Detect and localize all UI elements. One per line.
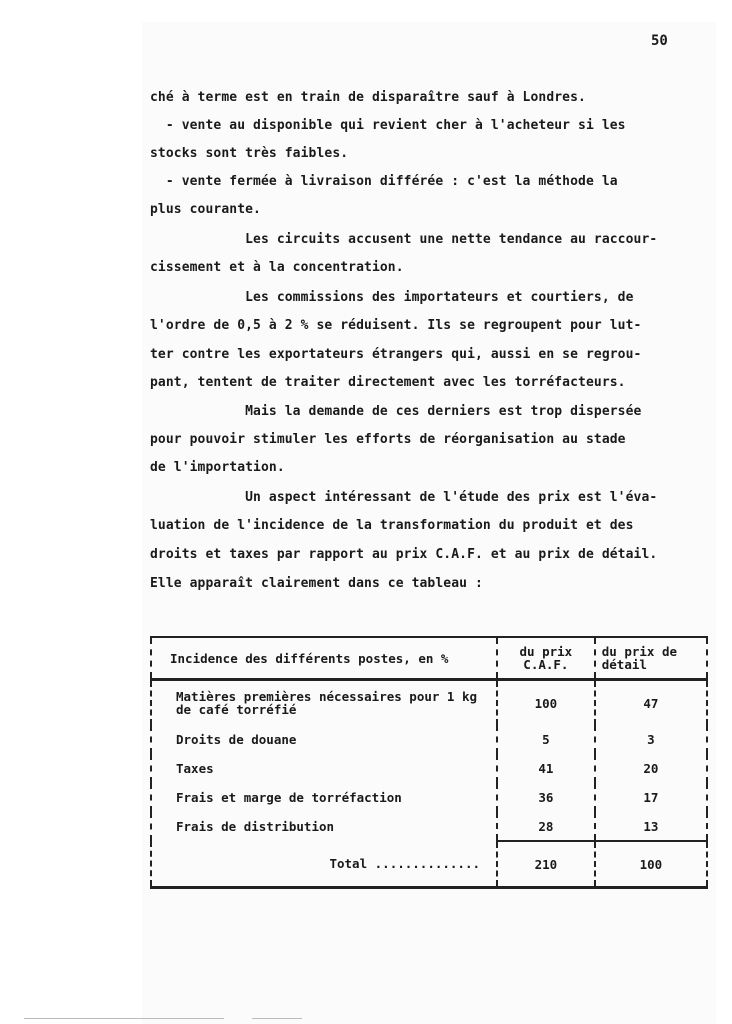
row-caf: 28 [497, 812, 595, 841]
text-line: l'ordre de 0,5 à 2 % se réduisent. Ils se regroupent pour lut- [150, 318, 642, 333]
row-detail: 20 [595, 754, 707, 783]
page-number: 50 [651, 33, 668, 49]
row-caf: 36 [497, 783, 595, 812]
text-line: cissement et à la concentration. [150, 260, 404, 275]
incidence-table [150, 636, 708, 889]
header-caf: du prix C.A.F. [497, 637, 595, 680]
table-row [151, 812, 707, 841]
text-line: stocks sont très faibles. [150, 146, 349, 161]
row-label: Matières premières nécessaires pour 1 kg de café torréfié [151, 680, 497, 726]
table-row [151, 680, 707, 726]
text-line: Mais la demande de ces derniers est trop dispersée [150, 404, 642, 419]
text-line: de l'importation. [150, 460, 285, 475]
scan-artifact-line [252, 1018, 302, 1019]
total-label: Total .............. [151, 841, 497, 888]
text-line: Un aspect intéressant de l'étude des prix est l'éva- [150, 490, 658, 505]
text-line: ter contre les exportateurs étrangers qui, aussi en se regrou- [150, 347, 642, 362]
row-detail: 17 [595, 783, 707, 812]
text-line: Les circuits accusent une nette tendance au raccour- [150, 232, 658, 247]
text-line: Elle apparaît clairement dans ce tableau : [150, 576, 483, 591]
total-detail: 100 [595, 841, 707, 888]
row-detail: 3 [595, 725, 707, 754]
text-line: - vente fermée à livraison différée : c'est la méthode la [150, 174, 618, 189]
table-header-row [151, 637, 707, 680]
table-row [151, 783, 707, 812]
scan-artifact-line [24, 1018, 224, 1019]
row-caf: 41 [497, 754, 595, 783]
row-label: Frais de distribution [151, 812, 497, 841]
header-detail: du prix de détail [595, 637, 707, 680]
table-row [151, 725, 707, 754]
text-line: ché à terme est en train de disparaître sauf à Londres. [150, 90, 586, 105]
text-line: pant, tentent de traiter directement avec les torréfacteurs. [150, 375, 626, 390]
header-incidence: Incidence des différents postes, en % [151, 637, 497, 680]
row-caf: 5 [497, 725, 595, 754]
table-total-row [151, 841, 707, 888]
row-label: Frais et marge de torréfaction [151, 783, 497, 812]
text-line: pour pouvoir stimuler les efforts de réorganisation au stade [150, 432, 626, 447]
text-line: plus courante. [150, 202, 261, 217]
text-line: luation de l'incidence de la transformation du produit et des [150, 518, 634, 533]
row-label: Taxes [151, 754, 497, 783]
text-line: Les commissions des importateurs et courtiers, de [150, 290, 634, 305]
row-detail: 13 [595, 812, 707, 841]
row-detail: 47 [595, 680, 707, 726]
row-caf: 100 [497, 680, 595, 726]
text-line: droits et taxes par rapport au prix C.A.F. et au prix de détail. [150, 547, 658, 562]
table-row [151, 754, 707, 783]
text-line: - vente au disponible qui revient cher à l'acheteur si les [150, 118, 626, 133]
row-label: Droits de douane [151, 725, 497, 754]
total-caf: 210 [497, 841, 595, 888]
